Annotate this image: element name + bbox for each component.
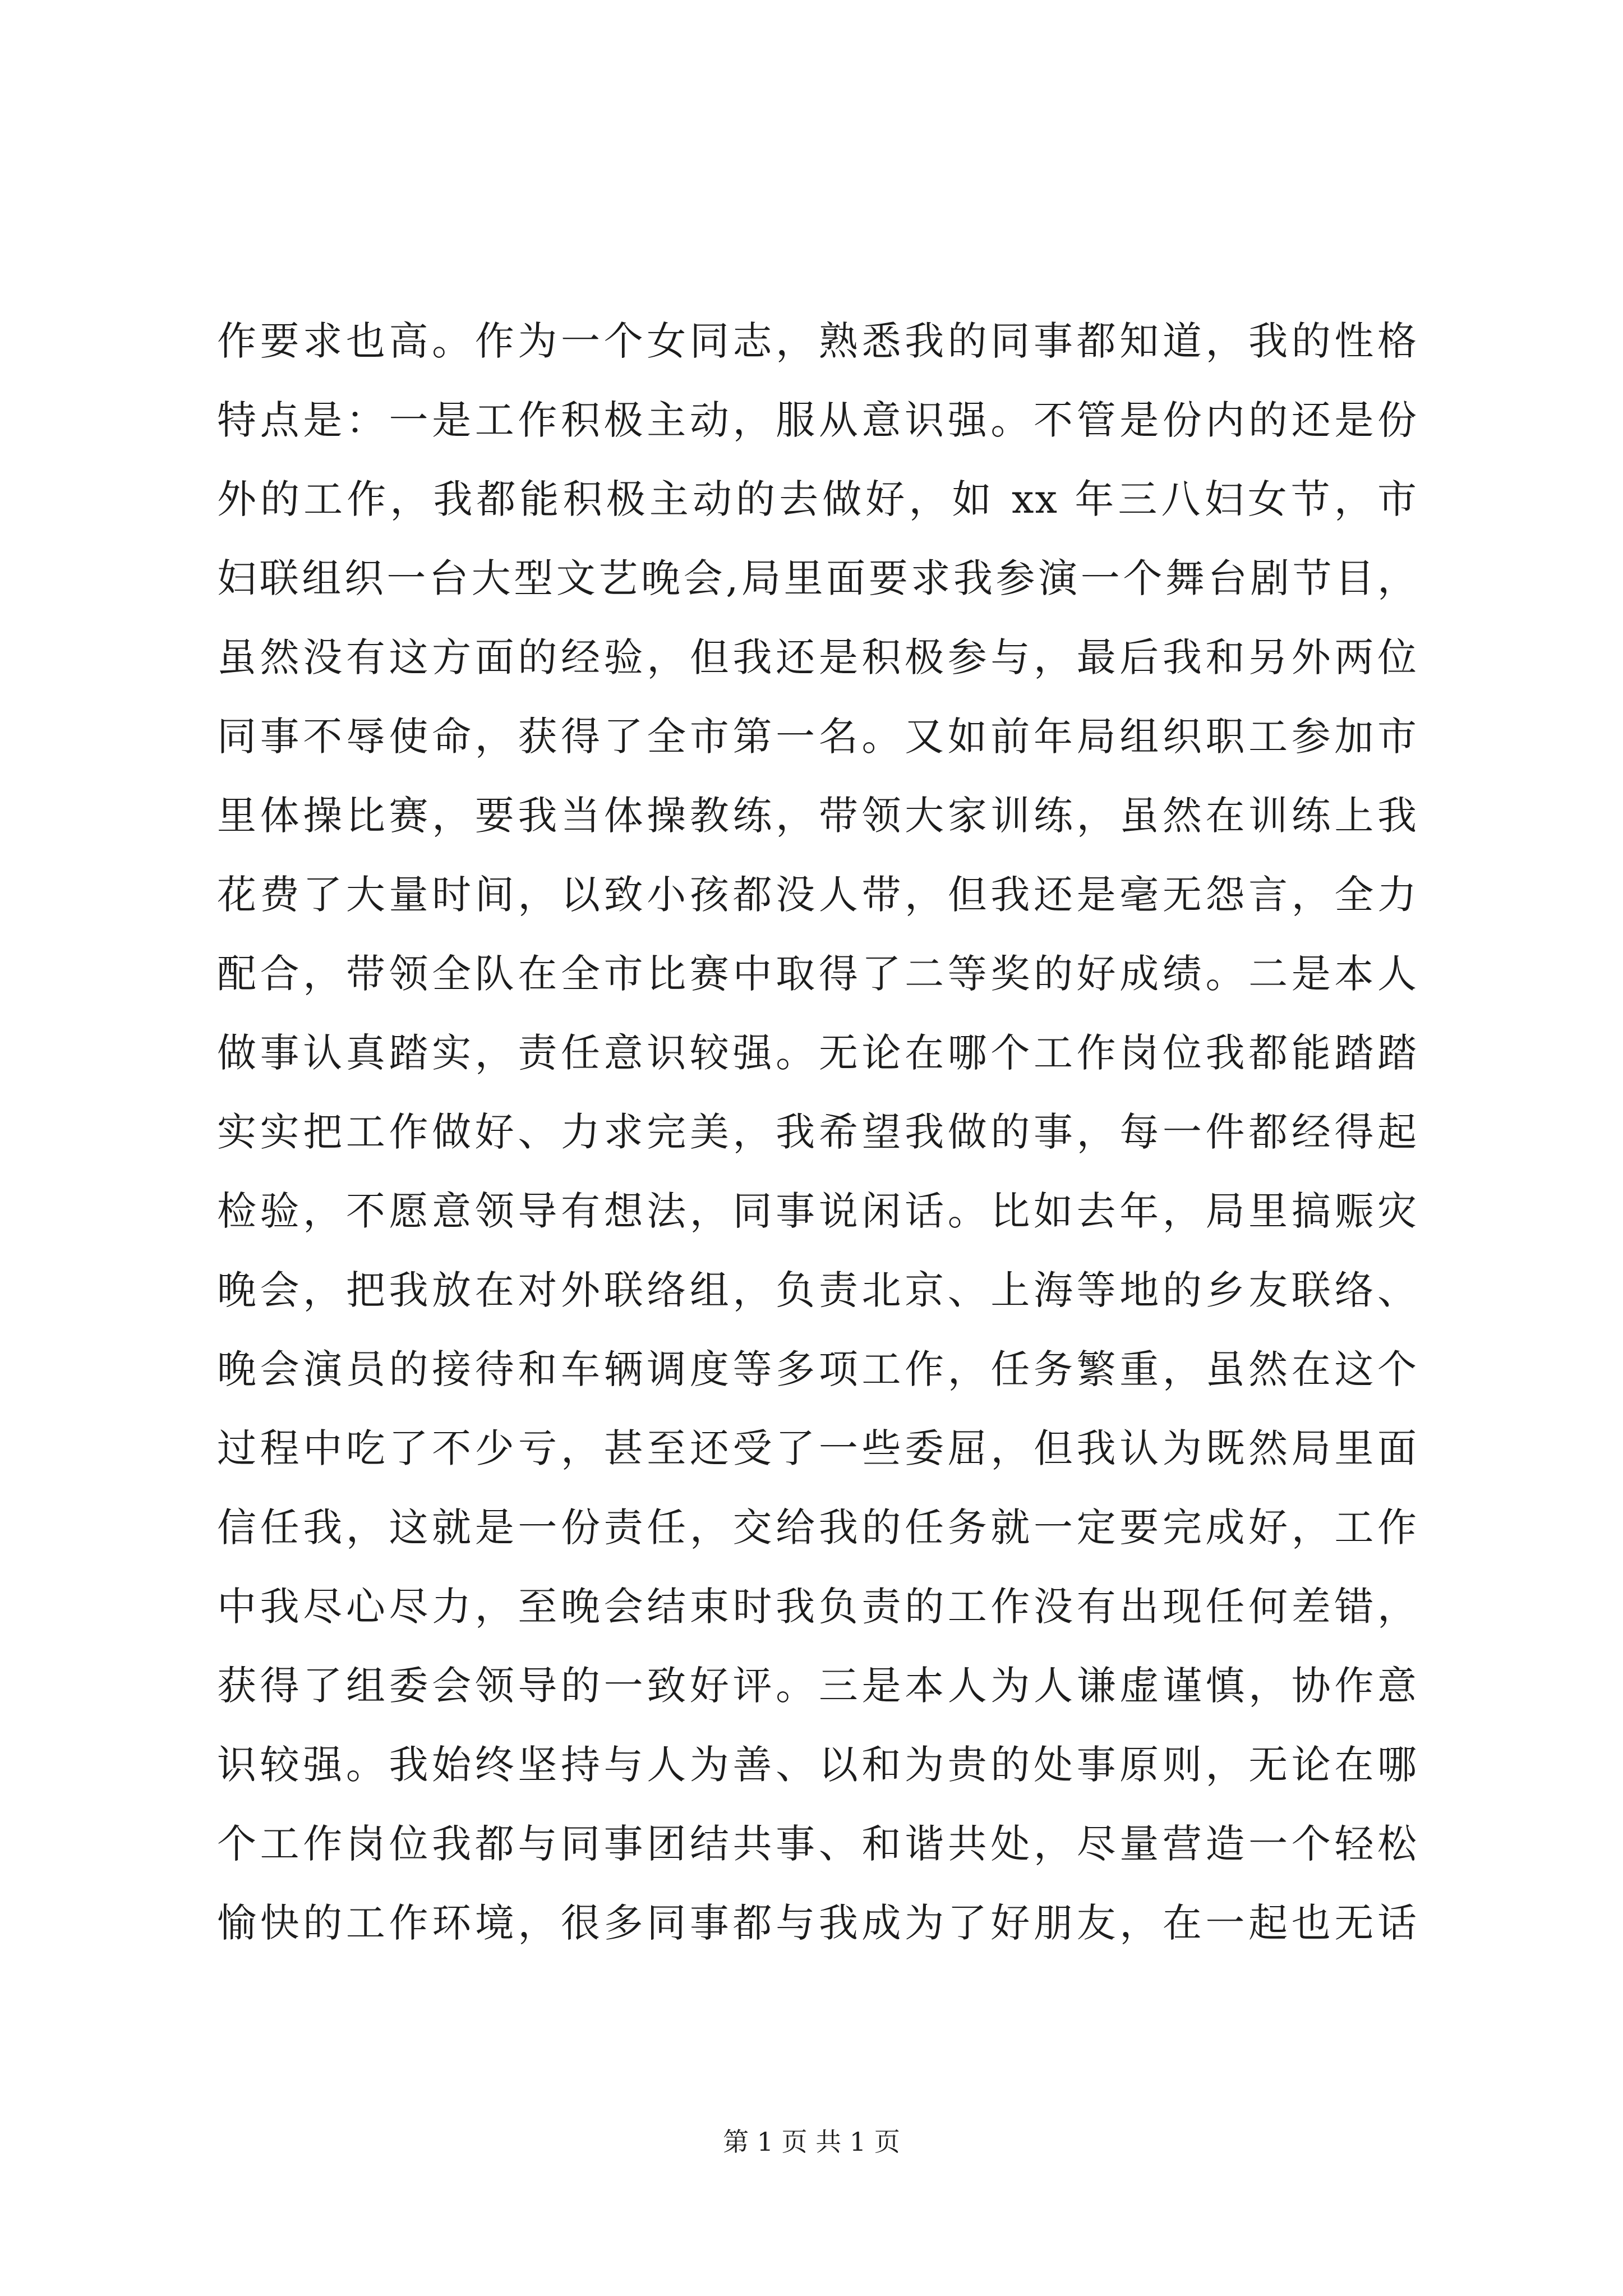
text-line: 配合，带领全队在全市比赛中取得了二等奖的好成绩。二是本人: [217, 951, 1418, 997]
text-line: 信任我，这就是一份责任，交给我的任务就一定要完成好，工作: [217, 1504, 1418, 1550]
body-text: [217, 302, 1418, 1963]
text-line: 花费了大量时间，以致小孩都没人带，但我还是毫无怨言，全力: [217, 872, 1418, 918]
text-line: 作要求也高。作为一个女同志，熟悉我的同事都知道，我的性格: [217, 318, 1418, 364]
text-line: 里体操比赛，要我当体操教练，带领大家训练，虽然在训练上我: [217, 793, 1418, 839]
text-line: 检验，不愿意领导有想法，同事说闲话。比如去年，局里搞赈灾: [217, 1188, 1418, 1234]
text-line: 虽然没有这方面的经验，但我还是积极参与，最后我和另外两位: [217, 634, 1418, 680]
text-line: 中我尽心尽力，至晚会结束时我负责的工作没有出现任何差错，: [217, 1584, 1418, 1630]
text-line: 实实把工作做好、力求完美，我希望我做的事，每一件都经得起: [217, 1109, 1418, 1155]
text-line: 妇联组织一台大型文艺晚会,局里面要求我参演一个舞台剧节目，: [217, 555, 1418, 601]
text-line: 特点是：一是工作积极主动，服从意识强。不管是份内的还是份: [217, 397, 1418, 443]
text-line: 晚会演员的接待和车辆调度等多项工作，任务繁重，虽然在这个: [217, 1346, 1418, 1392]
text-line: 晚会，把我放在对外联络组，负责北京、上海等地的乡友联络、: [217, 1267, 1418, 1313]
text-line: 同事不辱使命，获得了全市第一名。又如前年局组织职工参加市: [217, 714, 1418, 760]
text-line: 识较强。我始终坚持与人为善、以和为贵的处事原则，无论在哪: [217, 1742, 1418, 1788]
page-number-footer: 第 1 页 共 1 页: [723, 2127, 900, 2157]
text-line: 外的工作，我都能积极主动的去做好，如 xx 年三八妇女节，市: [217, 476, 1418, 522]
text-line: 愉快的工作环境，很多同事都与我成为了好朋友，在一起也无话: [217, 1900, 1418, 1946]
text-line: 做事认真踏实，责任意识较强。无论在哪个工作岗位我都能踏踏: [217, 1030, 1418, 1076]
text-line: 获得了组委会领导的一致好评。三是本人为人谦虚谨慎，协作意: [217, 1663, 1418, 1709]
text-line: 过程中吃了不少亏，甚至还受了一些委屈，但我认为既然局里面: [217, 1425, 1418, 1471]
text-line: 个工作岗位我都与同事团结共事、和谐共处，尽量营造一个轻松: [217, 1821, 1418, 1867]
